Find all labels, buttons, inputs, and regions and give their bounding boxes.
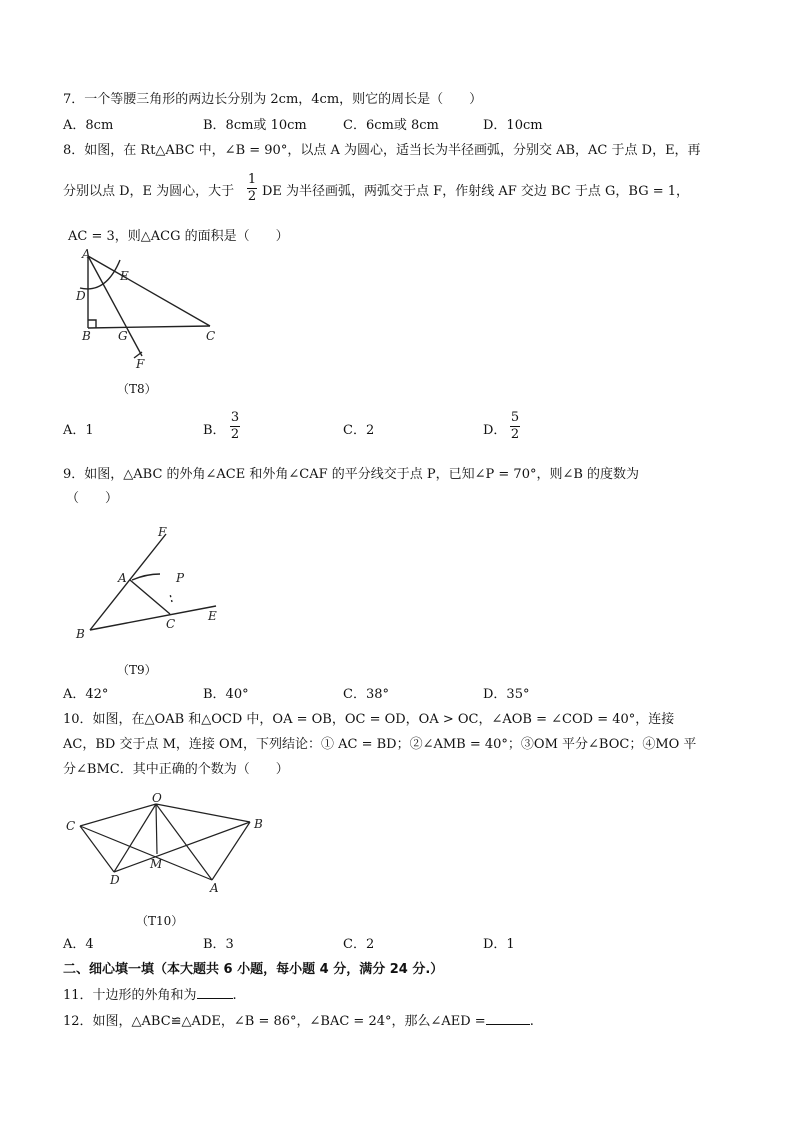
q9-label-a: A bbox=[118, 571, 127, 585]
q9-label-b: B bbox=[76, 627, 85, 641]
q10-label-o: O bbox=[152, 791, 162, 805]
q9-option-c: C．38° bbox=[343, 687, 389, 702]
section2-title: 二、细心填一填（本大题共 6 小题，每小题 4 分，满分 24 分.） bbox=[63, 962, 444, 977]
q10-option-d: D．1 bbox=[483, 937, 515, 952]
q9-bisector-cp bbox=[170, 594, 172, 602]
q8-option-d-num: 5 bbox=[510, 410, 520, 425]
q10-option-b: B．3 bbox=[203, 937, 234, 952]
q8-option-c-value: 2 bbox=[365, 423, 375, 438]
q8-side-bc bbox=[88, 326, 210, 328]
q10-segment-bd bbox=[114, 822, 250, 872]
q10-option-c: C．2 bbox=[343, 937, 375, 952]
q11-text: 11．十边形的外角和为 bbox=[63, 988, 197, 1003]
q12-line bbox=[63, 1012, 534, 1031]
q8-label-f: F bbox=[136, 357, 145, 371]
q9-option-a: A．42° bbox=[63, 687, 109, 702]
q12-text: 12．如图，△ABC≌△ADE，∠B = 86°，∠BAC = 24°，那么∠AED = bbox=[63, 1014, 486, 1029]
q10-line1: 10．如图，在△OAB 和△OCD 中，OA = OB，OC = OD，OA > OC，∠AOB = ∠COD = 40°，连接 bbox=[63, 712, 675, 727]
q8-line2-pre: 分别以点 D，E 为圆心，大于 bbox=[63, 184, 235, 199]
q9-bisector-ap bbox=[132, 574, 160, 580]
q9-label-e: E bbox=[208, 609, 217, 623]
q8-label-e: E bbox=[120, 269, 129, 283]
q8-frac-num: 1 bbox=[247, 172, 257, 187]
q7-option-b: B．8cm或 10cm bbox=[203, 118, 307, 133]
q8-caption: （T8） bbox=[117, 382, 157, 396]
q8-option-d-den: 2 bbox=[510, 427, 520, 442]
q10-label-b: B bbox=[254, 817, 263, 831]
q9-ray-be bbox=[90, 606, 216, 630]
q8-line1: 8．如图，在 Rt△ABC 中，∠B = 90°，以点 A 为圆心，适当长为半径画弧，分别交 AB，AC 于点 D，E，再 bbox=[63, 143, 701, 158]
q11-answer-blank[interactable] bbox=[197, 986, 233, 999]
q8-half-fraction bbox=[246, 173, 258, 204]
q8-option-a-letter: A． bbox=[63, 423, 86, 438]
q7-option-a: A．8cm bbox=[63, 118, 114, 133]
q8-option-a-value: 1 bbox=[85, 423, 94, 438]
q8-arc-de bbox=[80, 260, 120, 289]
q12-answer-blank[interactable] bbox=[486, 1012, 530, 1025]
q8-label-a: A bbox=[82, 247, 91, 261]
q11-line bbox=[63, 986, 237, 1005]
q10-figure bbox=[64, 792, 274, 897]
q10-line2: AC，BD 交于点 M，连接 OM，下列结论：① AC = BD；②∠AMB = 40°；③OM 平分∠BOC；④MO 平 bbox=[63, 737, 697, 752]
q8-option-d-fraction bbox=[509, 411, 521, 442]
q10-segment-om bbox=[156, 804, 157, 854]
q12-tail: . bbox=[529, 1014, 534, 1029]
q8-label-b: B bbox=[82, 329, 91, 343]
q10-label-d: D bbox=[110, 873, 120, 887]
q10-segment-ob bbox=[156, 804, 250, 822]
q8-option-b-den: 2 bbox=[230, 427, 240, 442]
q10-label-c: C bbox=[66, 819, 76, 833]
q7-option-d: D．10cm bbox=[483, 118, 543, 133]
q9-line2: （ ） bbox=[66, 491, 119, 506]
q9-caption: （T9） bbox=[117, 663, 157, 677]
q8-figure bbox=[70, 247, 240, 371]
q10-label-a: A bbox=[210, 881, 219, 895]
q8-label-d: D bbox=[76, 289, 86, 303]
q9-option-d: D．35° bbox=[483, 687, 530, 702]
q8-option-a bbox=[63, 422, 94, 440]
q10-label-m: M bbox=[150, 857, 163, 871]
q10-line3: 分∠BMC．其中正确的个数为（ ） bbox=[63, 762, 289, 777]
q7-stem: 7．一个等腰三角形的两边长分别为 2cm，4cm，则它的周长是（ ） bbox=[63, 92, 483, 107]
q8-option-b-letter: B． bbox=[203, 423, 226, 438]
q8-option-b-num: 3 bbox=[230, 410, 240, 425]
q8-option-d-letter: D． bbox=[483, 423, 507, 438]
q9-label-p: P bbox=[176, 571, 185, 585]
q8-option-b-fraction bbox=[229, 411, 241, 442]
q11-tail: . bbox=[232, 988, 237, 1003]
q8-line3: AC = 3，则△ACG 的面积是（ ） bbox=[68, 229, 289, 244]
q10-segment-ab bbox=[212, 822, 250, 880]
q8-label-g: G bbox=[118, 329, 128, 343]
q9-ray-bf bbox=[90, 534, 166, 630]
q8-frac-den: 2 bbox=[247, 189, 257, 204]
q9-option-b: B．40° bbox=[203, 687, 249, 702]
q10-caption: （T10） bbox=[136, 914, 184, 928]
q8-right-angle bbox=[88, 320, 96, 328]
q9-label-c: C bbox=[166, 617, 176, 631]
q8-label-c: C bbox=[206, 329, 216, 343]
q9-figure bbox=[70, 520, 230, 645]
q8-option-c-letter: C． bbox=[343, 423, 366, 438]
q7-option-c: C．6cm或 8cm bbox=[343, 118, 439, 133]
q8-option-c bbox=[343, 422, 374, 440]
q10-option-a: A．4 bbox=[63, 937, 94, 952]
q9-line1: 9．如图，△ABC 的外角∠ACE 和外角∠CAF 的平分线交于点 P，已知∠P = 70°，则∠B 的度数为 bbox=[63, 467, 640, 482]
q9-label-f: F bbox=[158, 525, 167, 539]
q8-line2-post: DE 为半径画弧，两弧交于点 F，作射线 AF 交边 BC 于点 G，BG = 1， bbox=[262, 184, 690, 199]
q9-segment-ac bbox=[130, 580, 170, 614]
